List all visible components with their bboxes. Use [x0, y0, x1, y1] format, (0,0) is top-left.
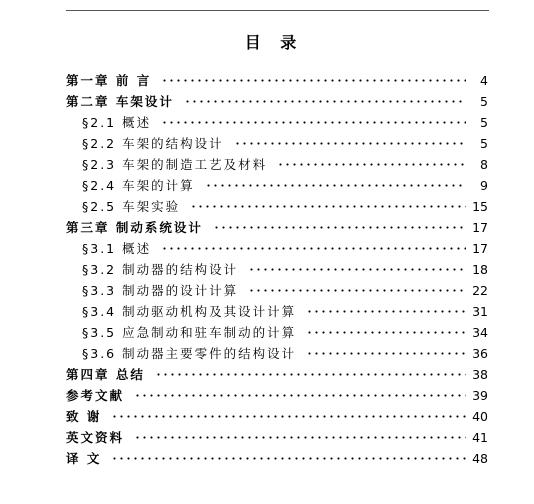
toc-page-number: 5 — [480, 136, 488, 151]
toc-entry-label: §3.3 制动器的设计计算 — [82, 283, 239, 298]
toc-section-entry — [66, 238, 488, 259]
dot-leader — [184, 91, 466, 112]
dot-leader — [155, 364, 466, 385]
toc-section-entry — [66, 259, 488, 280]
toc-page-number: 18 — [472, 262, 488, 277]
table-of-contents — [66, 70, 488, 469]
toc-page-number: 48 — [472, 451, 488, 466]
toc-chapter-entry — [66, 406, 488, 427]
dot-leader — [205, 175, 466, 196]
toc-page-number: 17 — [472, 241, 488, 256]
toc-chapter-entry — [66, 385, 488, 406]
toc-section-entry — [66, 112, 488, 133]
dot-leader — [277, 154, 466, 175]
dot-leader — [234, 133, 466, 154]
dot-leader — [111, 406, 466, 427]
toc-chapter-entry — [66, 217, 488, 238]
toc-section-entry — [66, 196, 488, 217]
toc-page-number: 36 — [472, 346, 488, 361]
dot-leader — [161, 70, 466, 91]
toc-page-number: 4 — [480, 73, 488, 88]
toc-entry-label: §3.6 制动器主要零件的结构设计 — [82, 346, 297, 361]
toc-entry-label: §3.4 制动驱动机构及其设计计算 — [82, 304, 297, 319]
dot-leader — [306, 343, 466, 364]
toc-section-entry — [66, 322, 488, 343]
toc-section-entry — [66, 154, 488, 175]
toc-section-entry — [66, 301, 488, 322]
toc-chapter-entry — [66, 364, 488, 385]
toc-page-number: 41 — [472, 430, 488, 445]
toc-page-number: 34 — [472, 325, 488, 340]
toc-page-number: 5 — [480, 94, 488, 109]
toc-page-number: 22 — [472, 283, 488, 298]
toc-entry-label: 参考文献 — [66, 388, 125, 403]
toc-chapter-entry — [66, 427, 488, 448]
toc-page-number: 17 — [472, 220, 488, 235]
dot-leader — [213, 217, 466, 238]
toc-entry-label: §2.2 车架的结构设计 — [82, 136, 224, 151]
toc-chapter-entry — [66, 91, 488, 112]
toc-entry-label: 第一章 前 言 — [66, 73, 152, 88]
toc-page-number: 39 — [472, 388, 488, 403]
toc-page-number: 9 — [480, 178, 488, 193]
toc-page-number: 5 — [480, 115, 488, 130]
dot-leader — [306, 301, 466, 322]
toc-entry-label: §3.2 制动器的结构设计 — [82, 262, 239, 277]
toc-page-number: 15 — [472, 199, 488, 214]
toc-chapter-entry — [66, 70, 488, 91]
dot-leader — [161, 238, 466, 259]
toc-entry-label: §2.1 概述 — [82, 115, 152, 130]
toc-entry-label: 英文资料 — [66, 430, 125, 445]
toc-entry-label: 第三章 制动系统设计 — [66, 220, 203, 235]
toc-entry-label: 第二章 车架设计 — [66, 94, 174, 109]
toc-entry-label: 第四章 总结 — [66, 367, 145, 382]
toc-entry-label: 致 谢 — [66, 409, 102, 424]
toc-section-entry — [66, 133, 488, 154]
dot-leader — [134, 427, 466, 448]
toc-entry-label: 译 文 — [66, 451, 102, 466]
dot-leader — [111, 448, 466, 469]
toc-entry-label: §2.5 车架实验 — [82, 199, 181, 214]
toc-entry-label: §2.4 车架的计算 — [82, 178, 195, 193]
toc-section-entry — [66, 280, 488, 301]
header-rule — [66, 10, 489, 11]
page-title: 目 录 — [244, 33, 304, 52]
toc-chapter-entry — [66, 448, 488, 469]
toc-entry-label: §3.5 应急制动和驻车制动的计算 — [82, 325, 297, 340]
dot-leader — [134, 385, 466, 406]
dot-leader — [306, 322, 466, 343]
toc-entry-label: §2.3 车架的制造工艺及材料 — [82, 157, 268, 172]
dot-leader — [248, 259, 466, 280]
toc-page-number: 8 — [480, 157, 488, 172]
toc-page-number: 38 — [472, 367, 488, 382]
toc-section-entry — [66, 343, 488, 364]
dot-leader — [248, 280, 466, 301]
dot-leader — [190, 196, 466, 217]
dot-leader — [161, 112, 466, 133]
toc-page-number: 40 — [472, 409, 488, 424]
toc-page-number: 31 — [472, 304, 488, 319]
toc-entry-label: §3.1 概述 — [82, 241, 152, 256]
toc-section-entry — [66, 175, 488, 196]
